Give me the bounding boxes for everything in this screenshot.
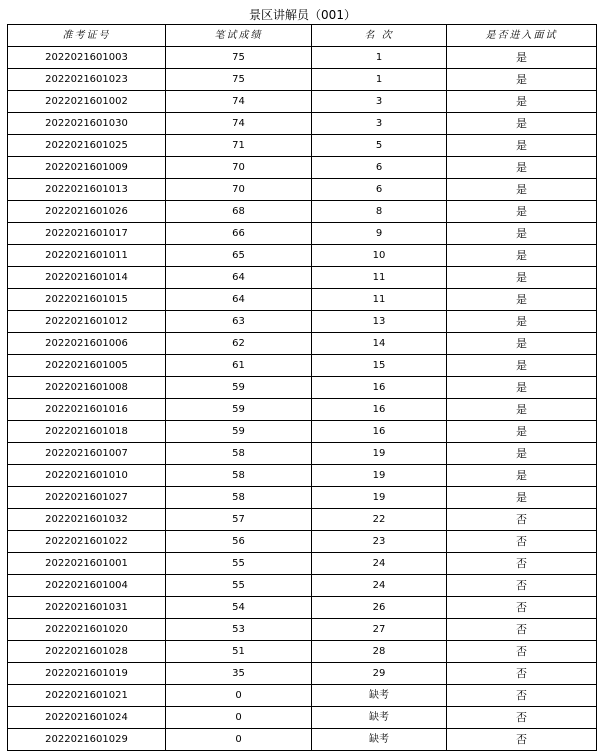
- cell-interview-status: 否: [447, 509, 597, 531]
- cell-written-score: 55: [166, 553, 312, 575]
- results-table: [7, 24, 597, 751]
- cell-written-score: 65: [166, 245, 312, 267]
- cell-written-score: 55: [166, 575, 312, 597]
- cell-exam-number: 2022021601008: [8, 377, 166, 399]
- table-row: [8, 113, 597, 135]
- page-title: 景区讲解员（001）: [249, 8, 356, 22]
- cell-exam-number: 2022021601028: [8, 641, 166, 663]
- cell-interview-status: 否: [447, 663, 597, 685]
- cell-exam-number: 2022021601004: [8, 575, 166, 597]
- cell-interview-status: 是: [447, 245, 597, 267]
- table-row: [8, 663, 597, 685]
- cell-written-score: 75: [166, 69, 312, 91]
- cell-written-score: 63: [166, 311, 312, 333]
- cell-interview-status: 否: [447, 707, 597, 729]
- cell-rank: 10: [312, 245, 447, 267]
- header-row: [8, 25, 597, 47]
- table-row: [8, 267, 597, 289]
- cell-exam-number: 2022021601020: [8, 619, 166, 641]
- cell-interview-status: 是: [447, 91, 597, 113]
- cell-exam-number: 2022021601017: [8, 223, 166, 245]
- cell-exam-number: 2022021601010: [8, 465, 166, 487]
- table-row: [8, 47, 597, 69]
- table-row: [8, 223, 597, 245]
- cell-exam-number: 2022021601022: [8, 531, 166, 553]
- table-row: [8, 531, 597, 553]
- cell-rank: 29: [312, 663, 447, 685]
- table-row: [8, 377, 597, 399]
- cell-interview-status: 否: [447, 575, 597, 597]
- table-row: [8, 333, 597, 355]
- table-row: [8, 465, 597, 487]
- cell-written-score: 61: [166, 355, 312, 377]
- cell-rank: 缺考: [312, 707, 447, 729]
- table-row: [8, 619, 597, 641]
- cell-rank: 19: [312, 487, 447, 509]
- cell-interview-status: 是: [447, 289, 597, 311]
- table-row: [8, 487, 597, 509]
- cell-written-score: 70: [166, 157, 312, 179]
- cell-exam-number: 2022021601011: [8, 245, 166, 267]
- cell-written-score: 51: [166, 641, 312, 663]
- cell-interview-status: 是: [447, 69, 597, 91]
- cell-rank: 26: [312, 597, 447, 619]
- table-row: [8, 245, 597, 267]
- table-body: [8, 47, 597, 751]
- cell-exam-number: 2022021601002: [8, 91, 166, 113]
- cell-interview-status: 是: [447, 311, 597, 333]
- cell-exam-number: 2022021601025: [8, 135, 166, 157]
- cell-written-score: 64: [166, 289, 312, 311]
- cell-exam-number: 2022021601006: [8, 333, 166, 355]
- cell-exam-number: 2022021601027: [8, 487, 166, 509]
- cell-interview-status: 是: [447, 465, 597, 487]
- cell-interview-status: 否: [447, 641, 597, 663]
- cell-written-score: 66: [166, 223, 312, 245]
- cell-exam-number: 2022021601005: [8, 355, 166, 377]
- cell-written-score: 58: [166, 443, 312, 465]
- cell-interview-status: 是: [447, 443, 597, 465]
- cell-interview-status: 是: [447, 377, 597, 399]
- cell-exam-number: 2022021601024: [8, 707, 166, 729]
- cell-written-score: 54: [166, 597, 312, 619]
- cell-written-score: 64: [166, 267, 312, 289]
- cell-interview-status: 是: [447, 179, 597, 201]
- table-row: [8, 553, 597, 575]
- cell-exam-number: 2022021601009: [8, 157, 166, 179]
- cell-rank: 5: [312, 135, 447, 157]
- cell-interview-status: 是: [447, 47, 597, 69]
- header-written-score: 笔试成绩: [166, 25, 312, 47]
- table-row: [8, 311, 597, 333]
- cell-rank: 15: [312, 355, 447, 377]
- cell-written-score: 0: [166, 729, 312, 751]
- cell-rank: 24: [312, 575, 447, 597]
- cell-interview-status: 是: [447, 135, 597, 157]
- cell-rank: 11: [312, 267, 447, 289]
- cell-rank: 16: [312, 399, 447, 421]
- cell-rank: 13: [312, 311, 447, 333]
- cell-exam-number: 2022021601014: [8, 267, 166, 289]
- cell-interview-status: 是: [447, 113, 597, 135]
- table-row: [8, 421, 597, 443]
- cell-written-score: 62: [166, 333, 312, 355]
- cell-rank: 6: [312, 157, 447, 179]
- table-row: [8, 135, 597, 157]
- cell-exam-number: 2022021601001: [8, 553, 166, 575]
- cell-written-score: 59: [166, 421, 312, 443]
- cell-written-score: 0: [166, 707, 312, 729]
- cell-interview-status: 是: [447, 267, 597, 289]
- cell-rank: 3: [312, 113, 447, 135]
- cell-interview-status: 是: [447, 355, 597, 377]
- cell-written-score: 58: [166, 465, 312, 487]
- cell-exam-number: 2022021601029: [8, 729, 166, 751]
- cell-exam-number: 2022021601003: [8, 47, 166, 69]
- table-row: [8, 91, 597, 113]
- cell-rank: 14: [312, 333, 447, 355]
- cell-exam-number: 2022021601015: [8, 289, 166, 311]
- cell-rank: 19: [312, 465, 447, 487]
- cell-rank: 9: [312, 223, 447, 245]
- cell-interview-status: 是: [447, 333, 597, 355]
- cell-exam-number: 2022021601023: [8, 69, 166, 91]
- cell-interview-status: 否: [447, 729, 597, 751]
- cell-exam-number: 2022021601032: [8, 509, 166, 531]
- table-row: [8, 399, 597, 421]
- cell-rank: 8: [312, 201, 447, 223]
- cell-rank: 6: [312, 179, 447, 201]
- cell-written-score: 70: [166, 179, 312, 201]
- cell-interview-status: 否: [447, 619, 597, 641]
- cell-interview-status: 是: [447, 157, 597, 179]
- table-row: [8, 729, 597, 751]
- table-row: [8, 575, 597, 597]
- table-row: [8, 641, 597, 663]
- cell-written-score: 58: [166, 487, 312, 509]
- cell-rank: 1: [312, 47, 447, 69]
- table-row: [8, 685, 597, 707]
- cell-exam-number: 2022021601016: [8, 399, 166, 421]
- cell-rank: 16: [312, 421, 447, 443]
- cell-rank: 3: [312, 91, 447, 113]
- cell-rank: 16: [312, 377, 447, 399]
- cell-exam-number: 2022021601031: [8, 597, 166, 619]
- cell-interview-status: 否: [447, 531, 597, 553]
- cell-interview-status: 是: [447, 487, 597, 509]
- cell-interview-status: 是: [447, 399, 597, 421]
- table-row: [8, 179, 597, 201]
- cell-interview-status: 是: [447, 223, 597, 245]
- cell-written-score: 0: [166, 685, 312, 707]
- cell-exam-number: 2022021601026: [8, 201, 166, 223]
- cell-exam-number: 2022021601013: [8, 179, 166, 201]
- table-row: [8, 201, 597, 223]
- table-row: [8, 69, 597, 91]
- cell-rank: 缺考: [312, 685, 447, 707]
- cell-interview-status: 是: [447, 201, 597, 223]
- cell-interview-status: 否: [447, 597, 597, 619]
- table-row: [8, 597, 597, 619]
- cell-rank: 1: [312, 69, 447, 91]
- cell-rank: 27: [312, 619, 447, 641]
- cell-written-score: 57: [166, 509, 312, 531]
- cell-written-score: 74: [166, 113, 312, 135]
- cell-rank: 11: [312, 289, 447, 311]
- cell-exam-number: 2022021601012: [8, 311, 166, 333]
- cell-exam-number: 2022021601019: [8, 663, 166, 685]
- cell-interview-status: 是: [447, 421, 597, 443]
- cell-rank: 24: [312, 553, 447, 575]
- cell-written-score: 59: [166, 399, 312, 421]
- header-exam-number: 准考证号: [8, 25, 166, 47]
- table-row: [8, 509, 597, 531]
- cell-rank: 22: [312, 509, 447, 531]
- cell-rank: 28: [312, 641, 447, 663]
- cell-written-score: 56: [166, 531, 312, 553]
- cell-exam-number: 2022021601030: [8, 113, 166, 135]
- header-rank: 名 次: [312, 25, 447, 47]
- table-row: [8, 707, 597, 729]
- cell-exam-number: 2022021601021: [8, 685, 166, 707]
- cell-exam-number: 2022021601007: [8, 443, 166, 465]
- cell-exam-number: 2022021601018: [8, 421, 166, 443]
- cell-written-score: 53: [166, 619, 312, 641]
- cell-rank: 缺考: [312, 729, 447, 751]
- cell-written-score: 59: [166, 377, 312, 399]
- header-interview-status: 是否进入面试: [447, 25, 597, 47]
- cell-rank: 19: [312, 443, 447, 465]
- table-row: [8, 443, 597, 465]
- cell-interview-status: 否: [447, 553, 597, 575]
- table-row: [8, 157, 597, 179]
- cell-written-score: 71: [166, 135, 312, 157]
- cell-written-score: 74: [166, 91, 312, 113]
- cell-interview-status: 否: [447, 685, 597, 707]
- table-row: [8, 355, 597, 377]
- table-row: [8, 289, 597, 311]
- cell-written-score: 35: [166, 663, 312, 685]
- cell-rank: 23: [312, 531, 447, 553]
- cell-written-score: 75: [166, 47, 312, 69]
- cell-written-score: 68: [166, 201, 312, 223]
